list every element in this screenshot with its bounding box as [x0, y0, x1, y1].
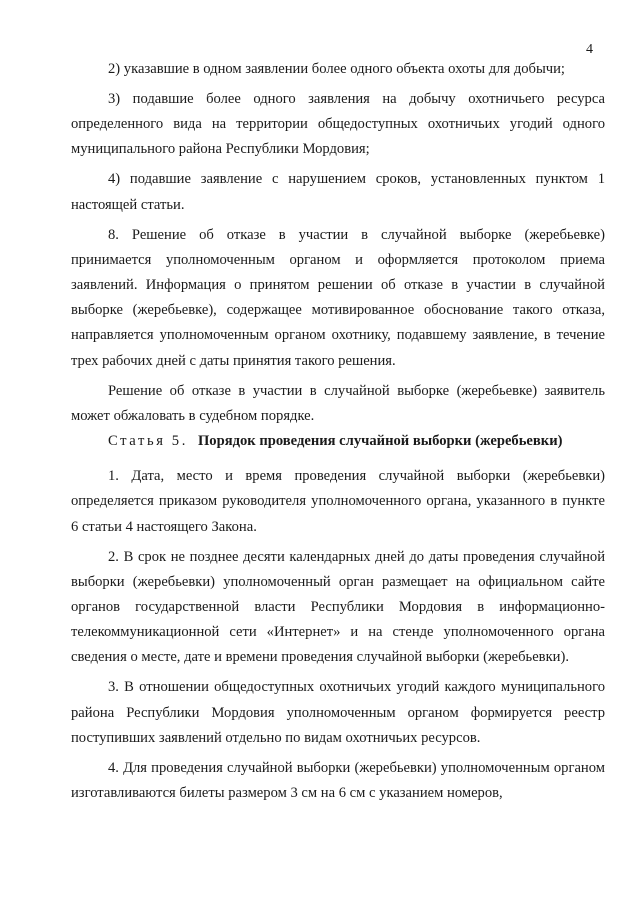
paragraph-item-2: 2) указавшие в одном заявлении более одного объекта охоты для добычи; — [108, 61, 565, 77]
paragraph-article5-point-1: 1. Дата, место и время проведения случайной выборки (жеребьевки) определяется приказом руководителя уполномоченного органа, указанного в пункте 6 статьи 4 настоящего Закона. — [71, 468, 605, 535]
paragraph-point-8: 8. Решение об отказе в участии в случайной выборке (жеребьевке) принимается уполномоченным органом и оформляется протоколом приема заявлений. Информация о принятом решении об отказе в участии в случайной выборке (жеребьевке), содержащее мотивированное обоснование такого отказа, направляется уполномоченным органом охотнику, подавшему заявление, в течение трех рабочих дней с даты принятия такого решения. — [71, 226, 605, 369]
paragraph-article5-point-4: 4. Для проведения случайной выборки (жеребьевки) уполномоченным органом изготавливаются билеты размером 3 см на 6 см с указанием номеров, — [71, 759, 605, 802]
paragraph-article5-point-2: 2. В срок не позднее десяти календарных дней до даты проведения случайной выборки (жеребьевки) уполномоченный орган размещает на официальном сайте органов государственной власти Республики Мордовия в информационно-телекоммуникационной сети «Интернет» и на стенде уполномоченного органа сведения о месте, дате и времени проведения случайной выборки (жеребьевки). — [71, 548, 605, 666]
article-title: Порядок проведения случайной выборки (жеребьевки) — [197, 433, 563, 450]
article-heading — [71, 429, 605, 454]
paragraph-item-3: 3) подавшие более одного заявления на добычу охотничьего ресурса определенного вида на территории общедоступных охотничьих угодий одного муниципального района Республики Мордовия; — [71, 91, 605, 158]
document-body — [71, 57, 605, 806]
page-number: 4 — [586, 42, 593, 57]
article-label: Статья 5. — [108, 433, 188, 450]
paragraph-item-4: 4) подавшие заявление с нарушением сроков, установленных пунктом 1 настоящей статьи. — [71, 171, 605, 213]
paragraph-appeal: Решение об отказе в участии в случайной выборке (жеребьевке) заявитель может обжаловать в судебном порядке. — [71, 382, 605, 424]
paragraph-article5-point-3: 3. В отношении общедоступных охотничьих угодий каждого муниципального района Республики Мордовия уполномоченным органом формируется реестр поступивших заявлений отдельно по видам охотничьих ресурсов. — [71, 679, 605, 746]
